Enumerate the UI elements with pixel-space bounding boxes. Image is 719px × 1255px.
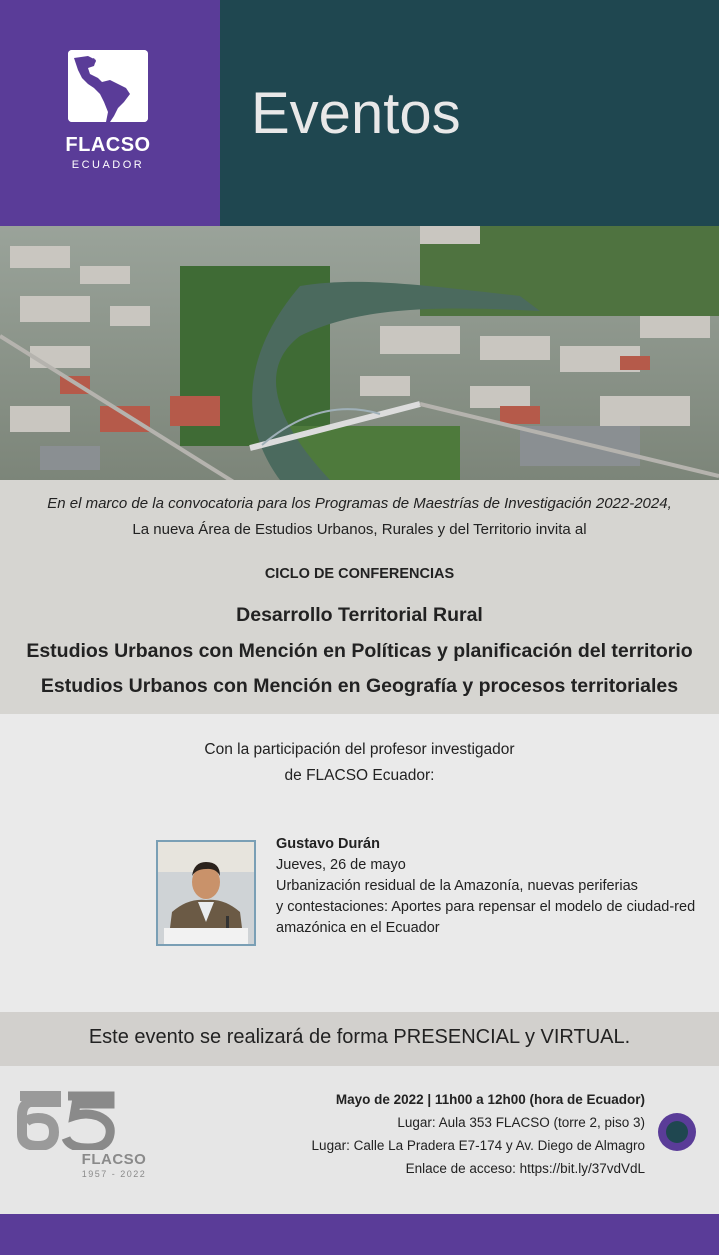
event-place-2: Lugar: Calle La Pradera E7-174 y Av. Diego de Almagro — [311, 1138, 645, 1153]
aerial-city-photo — [0, 226, 719, 480]
speaker-photo — [156, 840, 256, 946]
speaker-topic-line: y contestaciones: Aportes para repensar el modelo de ciudad-red — [276, 899, 696, 915]
anniversary-years: 1957 - 2022 — [81, 1169, 147, 1179]
program-title: Desarrollo Territorial Rural — [236, 604, 483, 626]
logo-subtitle: ECUADOR — [71, 159, 145, 171]
anniversary-65-logo-icon — [16, 1090, 116, 1155]
program-title: Estudios Urbanos con Mención en Políticas y planificación del territorio — [26, 640, 693, 662]
modality-text: Este evento se realizará de forma PRESENCIAL y VIRTUAL. — [88, 1026, 631, 1048]
participation-line-1: Con la participación del profesor investigador — [204, 741, 515, 758]
intro-line-1: En el marco de la convocatoria para los Programas de Maestrías de Investigación 2022-2024, — [47, 495, 672, 512]
program-title: Estudios Urbanos con Mención en Geografía y procesos territoriales — [40, 675, 679, 697]
decorative-circle-inner-icon — [666, 1121, 688, 1143]
header — [0, 0, 719, 226]
speaker-topic-line: Urbanización residual de la Amazonía, nuevas periferias — [276, 878, 638, 894]
intro-line-2: La nueva Área de Estudios Urbanos, Rurales y del Territorio invita al — [132, 521, 587, 538]
cycle-heading: CICLO DE CONFERENCIAS — [264, 566, 455, 582]
logo-name: FLACSO — [65, 134, 151, 156]
flacso-logo-map-icon — [68, 50, 148, 122]
anniversary-name: FLACSO — [81, 1151, 147, 1168]
speaker-date: Jueves, 26 de mayo — [276, 857, 406, 873]
logo-panel — [0, 0, 220, 226]
event-place-1: Lugar: Aula 353 FLACSO (torre 2, piso 3) — [397, 1115, 645, 1130]
speaker-topic-line: amazónica en el Ecuador — [276, 920, 440, 936]
speaker-name: Gustavo Durán — [276, 836, 380, 852]
speaker-info — [276, 834, 706, 939]
bottom-bar — [0, 1214, 719, 1255]
event-link[interactable]: Enlace de acceso: https://bit.ly/37vdVdL — [405, 1161, 645, 1176]
participation-line-2: de FLACSO Ecuador: — [284, 767, 435, 784]
event-schedule: Mayo de 2022 | 11h00 a 12h00 (hora de Ecuador) — [335, 1092, 645, 1107]
page-title: Eventos — [251, 81, 461, 146]
